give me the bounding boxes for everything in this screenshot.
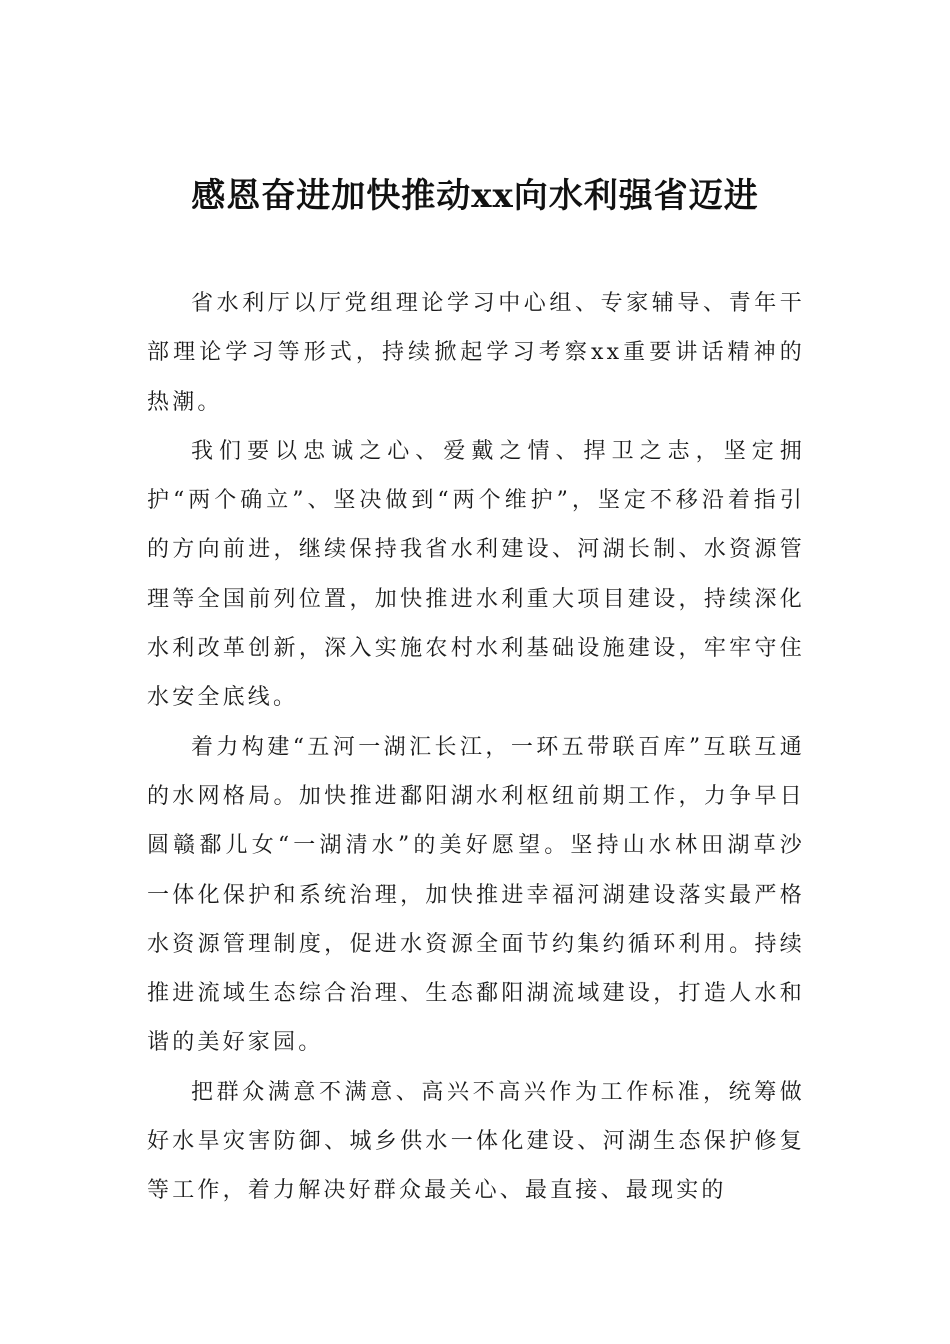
paragraph: 省水利厅以厅党组理论学习中心组、专家辅导、青年干部理论学习等形式，持续掀起学习考察xx重要讲话精神的热潮。 bbox=[147, 291, 805, 415]
paragraph: 把群众满意不满意、高兴不高兴作为工作标准，统筹做好水旱灾害防御、城乡供水一体化建设、河湖生态保护修复等工作，着力解决好群众最关心、最直接、最现实的 bbox=[147, 1079, 805, 1204]
document-body bbox=[147, 279, 805, 1216]
paragraph: 着力构建“五河一湖汇长江，一环五带联百库”互联互通的水网格局。加快推进鄱阳湖水利枢纽前期工作，力争早日圆赣鄱儿女“一湖清水”的美好愿望。坚持山水林田湖草沙一体化保护和系统治理，加快推进幸福河湖建设落实最严格水资源管理制度，促进水资源全面节约集约循环利用。持续推进流域生态综合治理、生态鄱阳湖流域建设，打造人水和谐的美好家园。 bbox=[147, 734, 805, 1056]
paragraph: 我们要以忠诚之心、爱戴之情、捍卫之志，坚定拥护“两个确立”、坚决做到“两个维护”，坚定不移沿着指引的方向前进，继续保持我省水利建设、河湖长制、水资源管理等全国前列位置，加快推进水利重大项目建设，持续深化水利改革创新，深入实施农村水利基础设施建设，牢牢守住水安全底线。 bbox=[147, 438, 805, 711]
document-title: 感恩奋进加快推动xx向水利强省迈进 bbox=[191, 176, 759, 216]
